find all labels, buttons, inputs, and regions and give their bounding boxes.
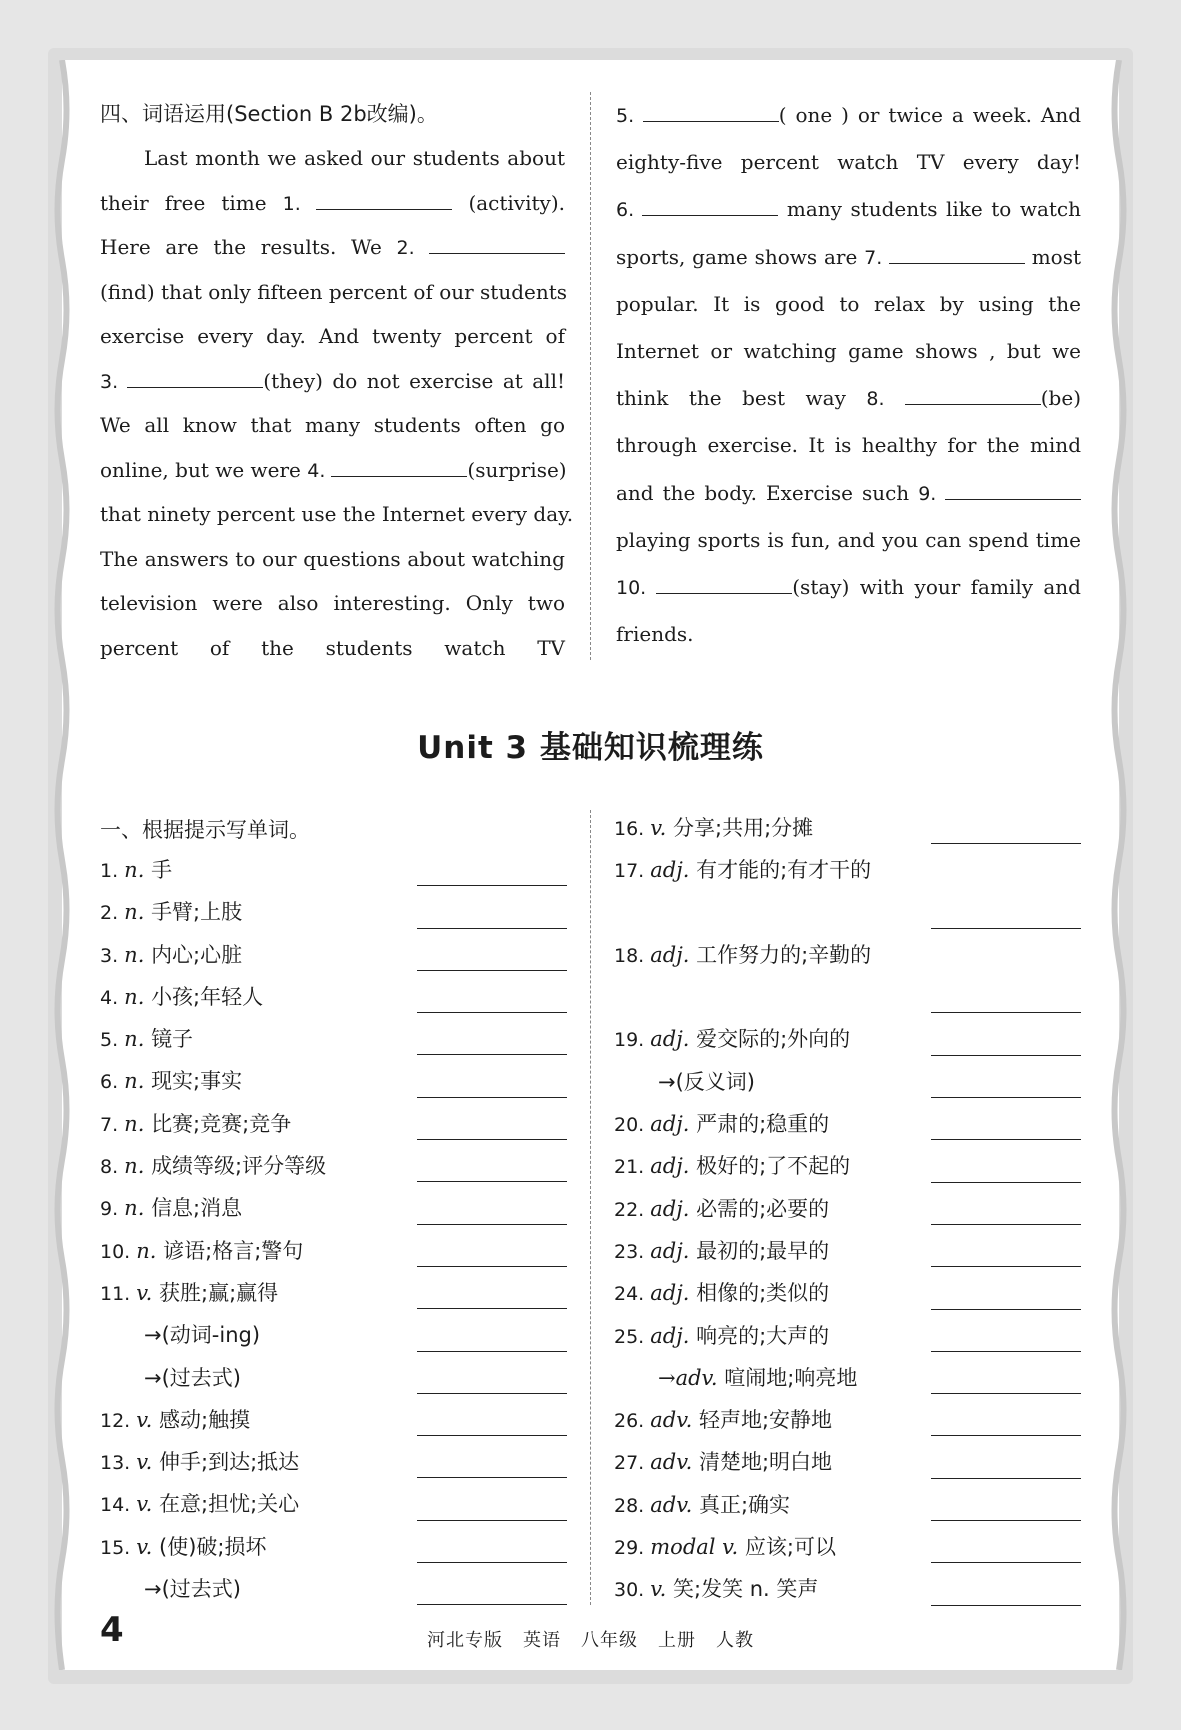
passage-text: (surprise) [467,457,567,482]
item-number: 2. [100,902,125,925]
answer-blank[interactable] [931,928,1081,929]
answer-blank[interactable] [417,1520,567,1521]
passage-text: online, but we were [100,457,308,482]
answer-blank[interactable] [931,1266,1081,1267]
answer-blank[interactable] [931,1520,1081,1521]
vocab-prompt [100,1192,242,1222]
item-number: 16. [614,818,651,840]
vocab-item [100,1104,567,1146]
vocab-prompt [100,1362,241,1392]
meaning: 必需的;必要的 [696,1196,830,1221]
vocab-prompt [100,1488,299,1518]
blank-number: 6. [616,199,643,222]
item-number: 11. [100,1282,137,1305]
part-of-speech: n. [124,858,152,882]
item-number: 6. [100,1071,125,1094]
vocab-prompt [614,812,813,842]
vocab-prompt [100,896,242,926]
meaning: →(过去式) [144,1365,241,1390]
vocab-prompt [614,1193,829,1223]
passage-text: and the body. Exercise such [616,480,919,505]
answer-blank[interactable] [417,1435,567,1436]
answer-blank[interactable] [931,1605,1081,1606]
footer-text: 英语 [523,1630,561,1651]
part-of-speech: adj. [650,1112,697,1137]
part-of-speech: v. [650,816,673,840]
answer-blank[interactable] [931,1055,1081,1056]
vocab-prompt [614,1362,857,1392]
item-number: 30. [614,1579,651,1602]
answer-blank[interactable] [331,458,467,477]
vocab-item [100,1061,567,1103]
vocab-item [614,1569,1081,1611]
vocab-prompt [100,1235,303,1265]
vocab-prompt [100,1277,278,1307]
footer [0,1626,1181,1652]
vocab-prompt [100,1531,266,1561]
blank-number: 9. [918,482,945,505]
meaning: 应该;可以 [744,1535,836,1560]
vocab-prompt [614,1489,790,1519]
part-of-speech: adj. [650,1154,697,1179]
meaning: 工作努力的;辛勤的 [696,942,872,967]
meaning: 成绩等级;评分等级 [151,1154,327,1179]
vocab-prompt [614,1066,755,1096]
meaning: →(反义词) [658,1069,755,1094]
part-of-speech: v. [136,1280,159,1305]
meaning: 极好的;了不起的 [696,1154,851,1179]
part-of-speech: n. [124,1154,152,1179]
vocab-item [100,892,567,934]
blank-number: 3. [100,370,128,393]
vocab-item [100,1484,567,1526]
item-number: 4. [100,986,125,1009]
answer-blank[interactable] [931,1478,1081,1479]
vocab-item [614,1358,1081,1400]
meaning: 笑;发笑 n. 笑声 [673,1577,819,1602]
passage-line: percent of the students watch TV [100,635,565,660]
passage-line: through exercise. It is healthy for the mind [616,433,1081,458]
vocab-prompt [614,1108,829,1138]
meaning: 最初的;最早的 [696,1238,830,1263]
meaning: 轻声地;安静地 [698,1408,833,1433]
vocab-item [100,1019,567,1061]
vocab-prompt [614,1573,818,1603]
answer-blank[interactable] [417,1393,567,1394]
vocab-prompt [614,1404,832,1434]
item-number: 28. [614,1494,651,1517]
vocab-item [100,1273,567,1315]
part-of-speech: n. [124,984,152,1009]
meaning: 响亮的;大声的 [696,1323,830,1348]
vocab-list-right [614,808,1081,1612]
passage-line: popular. It is good to relax by using the [616,291,1081,316]
passage-line: (find) that only fifteen percent of our students [100,279,568,304]
part-of-speech: adv. [650,1450,699,1475]
answer-blank[interactable] [417,1054,567,1055]
blank-number: 2. [396,237,429,259]
passage-line [616,92,1081,139]
passage-line: eighty-five percent watch TV every day! [616,150,1081,175]
page-number: 4 [100,1610,124,1650]
answer-blank[interactable] [656,575,792,594]
item-number: 7. [100,1113,125,1136]
item-number: 18. [614,944,651,967]
answer-blank[interactable] [417,1139,567,1140]
item-number: 15. [100,1536,137,1559]
vocab-item [100,935,567,977]
vocab-item [614,1189,1081,1231]
meaning: 手 [151,858,173,882]
meaning: 谚语;格言;警句 [163,1238,304,1263]
vocab-prompt [100,1446,299,1476]
answer-blank[interactable] [643,103,779,122]
item-number: 22. [614,1198,651,1221]
section1-heading: 一、根据提示写单词。 [100,818,310,842]
footer-text: 八年级 [581,1630,638,1651]
part-of-speech: adj. [650,858,697,883]
answer-blank[interactable] [417,1562,567,1563]
vocab-prompt [100,1023,193,1053]
answer-blank[interactable] [931,1435,1081,1436]
passage-right-column [616,92,1081,658]
meaning: 清楚地;明白地 [698,1450,833,1475]
vocab-prompt [614,1320,829,1350]
meaning: 严肃的;稳重的 [696,1112,830,1137]
item-number: 23. [614,1240,651,1263]
answer-blank[interactable] [417,1604,567,1605]
vocab-prompt [100,1065,242,1095]
vocab-item [100,1400,567,1442]
answer-blank[interactable] [931,1097,1081,1098]
answer-blank[interactable] [905,386,1041,405]
meaning: 有才能的;有才干的 [696,858,872,883]
answer-blank[interactable] [417,1351,567,1352]
vocab-item [614,1485,1081,1527]
answer-blank[interactable] [945,481,1081,500]
vocab-item [614,1062,1081,1104]
answer-blank[interactable] [931,1562,1081,1563]
item-number: 12. [100,1409,137,1432]
part-of-speech: adv. [650,1408,699,1433]
passage-text: (activity). [452,190,565,215]
part-of-speech: n. [124,1111,152,1136]
meaning: 伸手;到达;抵达 [159,1450,300,1475]
section4-heading: 四、词语运用(Section B 2b改编)。 [100,102,438,126]
meaning: 感动;触摸 [159,1407,251,1432]
vocab-prompt [614,1235,829,1265]
meaning: 小孩;年轻人 [151,984,264,1009]
answer-blank[interactable] [316,191,452,210]
item-number: 25. [614,1325,651,1348]
item-number: 3. [100,944,125,967]
meaning: 爱交际的;外向的 [696,1027,851,1052]
passage-line: friends. [616,622,694,647]
vocab-prompt [614,854,871,884]
meaning: 在意;担忧;关心 [159,1492,300,1517]
vocab-item [100,1231,567,1273]
passage-line: Internet or watching game shows , but we [616,338,1081,363]
vocab-prompt [100,981,263,1011]
vocab-item [614,1273,1081,1315]
answer-blank[interactable] [417,1477,567,1478]
vocab-prompt [100,1319,260,1349]
vocab-item [614,1146,1081,1188]
meaning: 比赛;竞赛;竞争 [151,1111,292,1136]
passage-line: that ninety percent use the Internet every day. [100,502,574,526]
part-of-speech: v. [136,1534,159,1559]
answer-blank[interactable] [889,245,1025,264]
item-number: 10. [100,1240,137,1263]
meaning: 手臂;上肢 [151,900,243,925]
answer-blank[interactable] [931,843,1081,844]
answer-blank[interactable] [931,1182,1081,1183]
vocab-prompt [100,1573,241,1603]
meaning: 喧闹地;响亮地 [724,1365,858,1390]
part-of-speech: n. [124,942,152,967]
passage-text: sports, game shows are [616,244,865,269]
passage-line: Last month we asked our students about [144,146,565,170]
item-number: 29. [614,1537,651,1560]
vocab-item [100,1315,567,1357]
passage-line [100,225,565,270]
part-of-speech: adv. [650,1492,699,1517]
vocab-prompt [614,1277,829,1307]
vocab-item [100,977,567,1019]
right-wave-border [1110,60,1128,1670]
answer-blank[interactable] [417,1308,567,1309]
blank-number: 5. [616,105,643,127]
item-number: 17. [614,860,651,883]
part-of-speech: adj. [650,1027,697,1052]
vocab-item [614,1231,1081,1273]
vocab-item [614,1019,1081,1061]
blank-number: 10. [616,576,657,599]
vocab-item [100,1146,567,1188]
footer-text: 河北专版 [427,1630,503,1651]
passage-line [616,234,1081,281]
vocab-prompt [614,1023,850,1053]
passage-text: (they) do not exercise at all! [263,368,565,393]
item-number: 24. [614,1283,651,1306]
column-divider-top [590,92,591,660]
item-number: 21. [614,1156,651,1179]
passage-line [616,186,1081,233]
vocab-prompt [100,1150,326,1180]
item-number: 27. [614,1452,651,1475]
vocab-prompt [100,1108,291,1138]
item-number: 26. [614,1410,651,1433]
part-of-speech: n. [136,1238,164,1263]
vocab-item [614,893,1081,935]
answer-blank[interactable] [417,970,567,971]
vocab-item [614,1442,1081,1484]
answer-blank[interactable] [931,1393,1081,1394]
passage-line: exercise every day. And twenty percent of [100,324,565,348]
vocab-item [614,935,1081,977]
meaning: 分享;共用;分摊 [673,816,814,840]
vocab-prompt [100,854,172,884]
part-of-speech: v. [136,1407,159,1432]
passage-line: The answers to our questions about watching [100,546,565,571]
passage-line [100,359,565,404]
item-number: 1. [100,860,125,882]
passage-line [616,564,1081,611]
blank-number: 4. [307,459,332,482]
answer-blank[interactable] [417,1266,567,1267]
item-number: 19. [614,1029,651,1052]
passage-text: ( one ) or twice a week. And [778,103,1082,127]
part-of-speech: n. [124,1196,152,1221]
passage-text: (be) [1040,386,1081,411]
passage-text: their free time [100,190,283,215]
vocab-list-left [100,850,567,1611]
part-of-speech: adj. [650,1281,697,1306]
passage-line [100,448,565,493]
answer-blank[interactable] [642,197,778,216]
answer-blank[interactable] [417,1181,567,1182]
passage-line: playing sports is fun, and you can spend time [616,527,1081,552]
vocab-item [614,1400,1081,1442]
answer-blank[interactable] [417,1097,567,1098]
meaning: 真正;确实 [698,1492,791,1517]
left-wave-border [53,60,71,1670]
meaning: (使)破;损坏 [159,1534,267,1559]
answer-blank[interactable] [417,1012,567,1013]
blank-number: 7. [864,246,889,269]
vocab-prompt [100,939,242,969]
answer-blank[interactable] [417,928,567,929]
blank-number: 8. [866,388,905,411]
vocab-prompt [614,1531,836,1561]
passage-line [616,470,1081,517]
item-number: 20. [614,1114,651,1137]
item-number: 14. [100,1494,137,1517]
column-divider-bottom [590,810,591,1605]
vocab-prompt [614,939,871,969]
passage-text: think the best way [616,386,867,411]
answer-blank[interactable] [931,1309,1081,1310]
meaning: 获胜;赢;赢得 [159,1280,279,1305]
vocab-item [614,1316,1081,1358]
answer-blank[interactable] [417,885,567,886]
vocab-item [614,808,1081,850]
passage-text: most [1024,244,1082,269]
answer-blank[interactable] [931,1012,1081,1013]
blank-number: 1. [282,192,317,215]
answer-blank[interactable] [931,1139,1081,1140]
vocab-item [100,1442,567,1484]
answer-blank[interactable] [931,1351,1081,1352]
meaning: 镜子 [151,1027,194,1052]
vocab-item [614,850,1081,892]
meaning: 现实;事实 [151,1069,243,1094]
passage-line [616,375,1081,422]
meaning: →(过去式) [144,1577,241,1602]
part-of-speech: v. [136,1492,159,1517]
part-of-speech: adj. [650,1196,697,1221]
vocab-prompt [100,1404,250,1434]
passage-line: We all know that many students often go [100,413,565,437]
part-of-speech: adj. [650,1323,697,1348]
part-of-speech: n. [124,1027,152,1052]
item-number: 9. [100,1198,125,1221]
vocab-item [614,977,1081,1019]
part-of-speech: modal v. [650,1535,745,1560]
part-of-speech: n. [124,900,152,925]
vocab-item [100,1569,567,1611]
footer-text: 上册 [658,1630,696,1651]
answer-blank[interactable] [127,369,263,388]
vocab-item [614,1527,1081,1569]
answer-blank[interactable] [429,235,565,254]
item-number: 8. [100,1156,125,1179]
vocab-item [100,850,567,892]
vocab-item [100,1527,567,1569]
unit-title: Unit 3 基础知识梳理练 [417,730,764,766]
part-of-speech: n. [124,1069,152,1094]
part-of-speech: v. [136,1450,159,1475]
item-number: 5. [100,1029,125,1052]
vocab-item [100,1358,567,1400]
meaning: 相像的;类似的 [696,1281,830,1306]
part-of-speech: adj. [650,942,697,967]
passage-left-column [100,136,574,670]
passage-text: many students like to watch [778,197,1081,222]
vocab-item [100,1188,567,1230]
passage-text: Here are the results. We [100,235,397,259]
part-of-speech: v. [650,1577,673,1602]
part-of-speech: adj. [650,1238,697,1263]
answer-blank[interactable] [931,1224,1081,1225]
footer-text: 人教 [716,1630,754,1651]
part-of-speech: →adv. [658,1365,725,1390]
meaning: 内心;心脏 [151,942,243,967]
passage-line: television were also interesting. Only two [100,591,565,615]
meaning: 信息;消息 [151,1196,243,1221]
answer-blank[interactable] [417,1224,567,1225]
meaning: →(动词-ing) [144,1323,261,1348]
vocab-prompt [614,1150,850,1180]
passage-line [100,181,565,226]
item-number: 13. [100,1452,137,1475]
passage-text: (stay) with your family and [792,574,1081,599]
vocab-item [614,1104,1081,1146]
vocab-prompt [614,1446,832,1476]
